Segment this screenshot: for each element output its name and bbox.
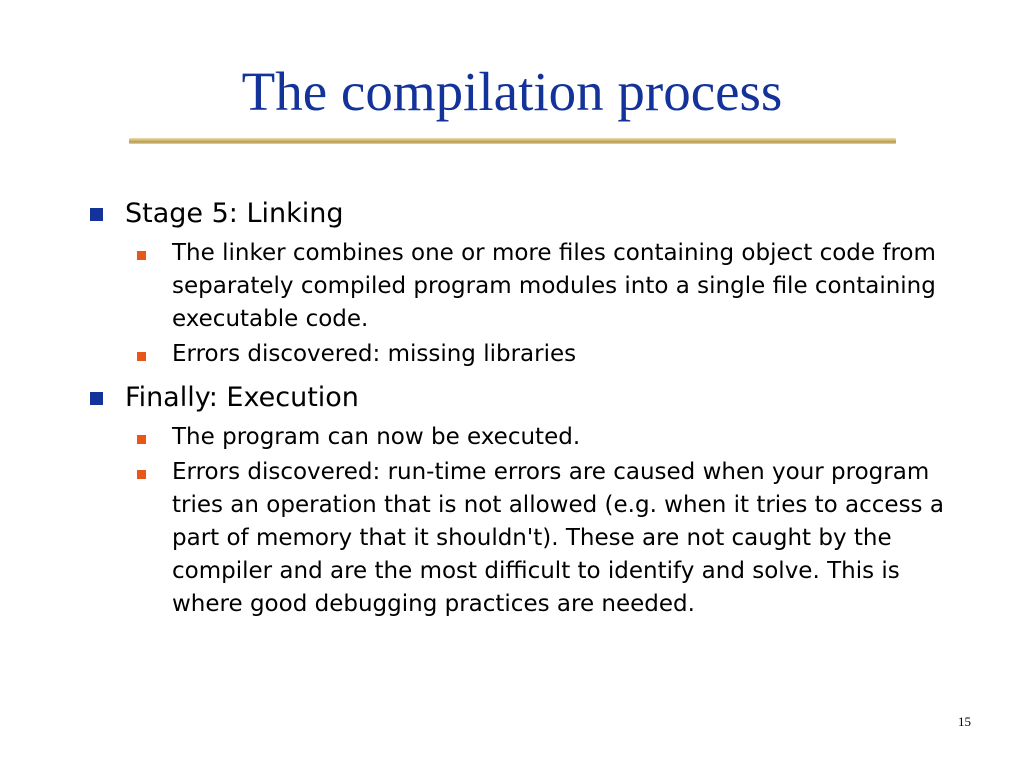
bullet-item (90, 195, 960, 233)
bullet-text: Finally: Execution (125, 382, 359, 413)
bullet-item (90, 379, 960, 417)
sub-bullet-list (90, 421, 960, 621)
slide-title: The compilation process (241, 61, 783, 122)
square-bullet-icon (90, 392, 103, 405)
sub-bullet-text: The linker combines one or more files containing object code from separately compiled program modules into a single file containing executable code. (172, 240, 936, 332)
sub-bullet-text: Errors discovered: missing libraries (172, 341, 577, 367)
sub-bullet-item (137, 421, 960, 454)
bullet-text: Stage 5: Linking (125, 198, 344, 229)
square-bullet-icon (137, 435, 146, 444)
square-bullet-icon (137, 251, 146, 260)
sub-bullet-item (137, 456, 960, 621)
title-divider (129, 138, 896, 144)
slide-content (90, 195, 960, 629)
square-bullet-icon (137, 352, 146, 361)
sub-bullet-text: The program can now be executed. (172, 424, 581, 450)
sub-bullet-item (137, 237, 960, 336)
slide-number: 15 (958, 714, 971, 729)
square-bullet-icon (90, 208, 103, 221)
sub-bullet-item (137, 338, 960, 371)
sub-bullet-list (90, 237, 960, 371)
sub-bullet-text: Errors discovered: run-time errors are caused when your program tries an operation that is not allowed (e.g. when it tries to access a part of memory that it shouldn't). These are not caught by the compiler and are the most difficult to identify and solve. This is where good debugging practices are needed. (172, 459, 944, 617)
square-bullet-icon (137, 470, 146, 479)
